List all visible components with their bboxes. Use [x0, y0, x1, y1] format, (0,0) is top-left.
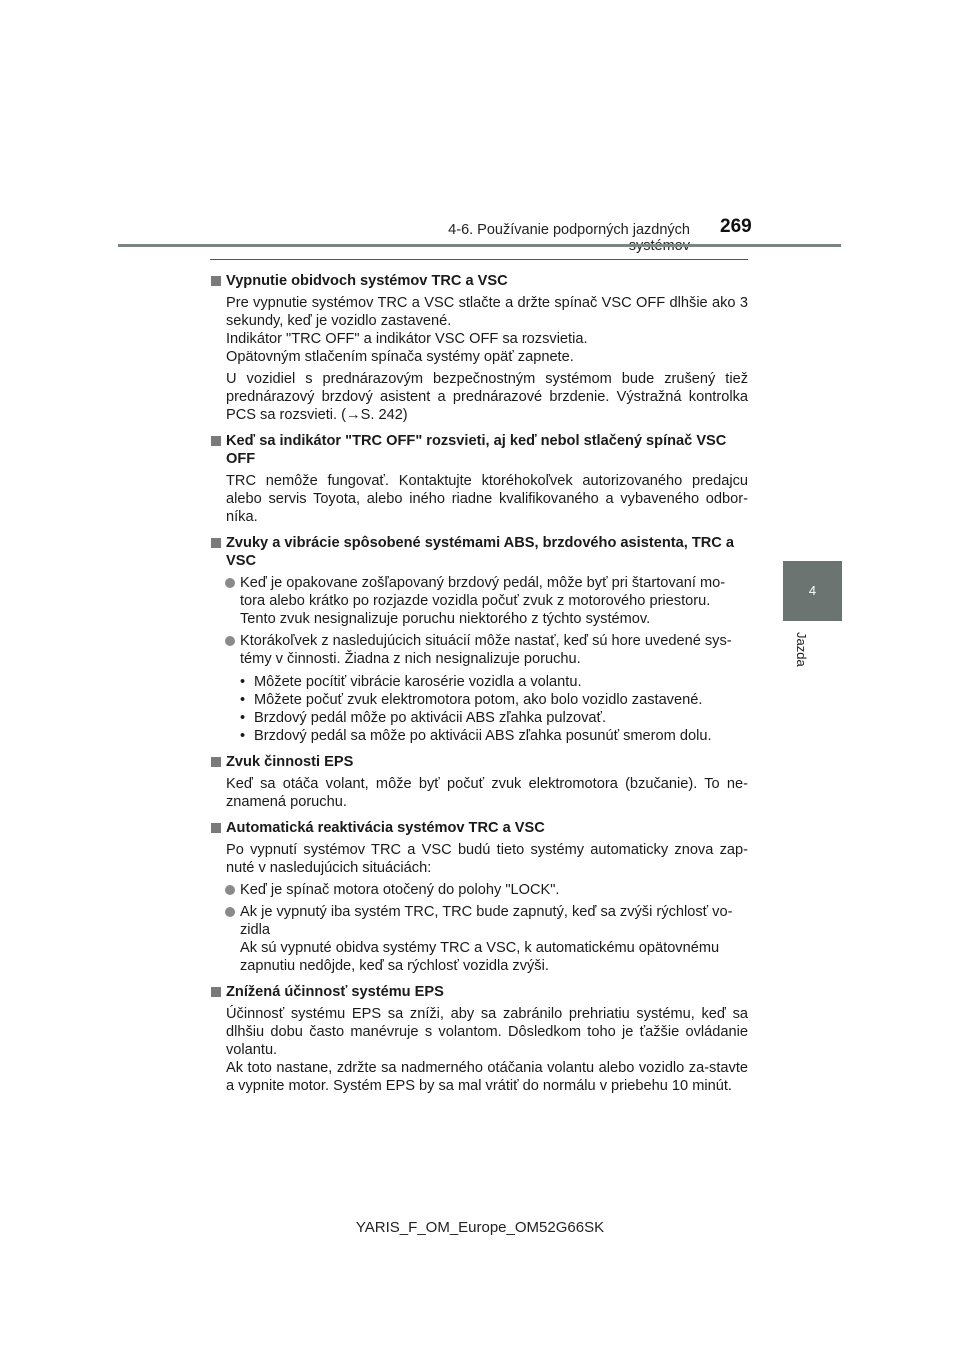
- sub-list-item: • Môžete počuť zvuk elektromotora potom, ako bolo vozidlo zastavené.: [240, 692, 703, 708]
- square-bullet-icon: [211, 823, 221, 833]
- section-heading: Vypnutie obidvoch systémov TRC a VSC: [210, 272, 748, 290]
- square-bullet-icon: [211, 538, 221, 548]
- circle-bullet-icon: [225, 885, 235, 895]
- page-number: 269: [720, 216, 752, 237]
- square-bullet-icon: [211, 436, 221, 446]
- circle-bullet-icon: [225, 907, 235, 917]
- section-heading: Zvuky a vibrácie spôsobené systémami ABS, brzdového asistenta, TRC a VSC: [210, 534, 748, 570]
- list-item: Keď je opakovane zošľapovaný brzdový pedál, môže byť pri štartovaní mo-tora alebo krátko po rozjazde vozidla počuť zvuk z motorového priestoru. Tento zvuk nesignalizuje poruchu niektorého z týchto systémov.: [210, 574, 748, 628]
- square-bullet-icon: [211, 757, 221, 767]
- chapter-label: Jazda: [794, 632, 809, 667]
- section-heading: Znížená účinnosť systému EPS: [210, 983, 748, 1001]
- main-content: [210, 264, 748, 1095]
- list-item: Ak je vypnutý iba systém TRC, TRC bude zapnutý, keď sa zvýši rýchlosť vo-zidla Ak sú vypnuté obidva systémy TRC a VSC, k automatickému opätovnému zapnutiu nedôjde, keď sa rýchlosť vozidla zvýši.: [210, 903, 748, 975]
- chapter-number: 4: [808, 583, 817, 598]
- square-bullet-icon: [211, 276, 221, 286]
- section-heading: Automatická reaktivácia systémov TRC a VSC: [210, 819, 748, 837]
- section-heading: Zvuk činnosti EPS: [210, 753, 748, 771]
- paragraph: Po vypnutí systémov TRC a VSC budú tieto systémy automaticky znova zap-nuté v nasledujúcich situáciách:: [226, 842, 748, 876]
- header-divider: [118, 244, 841, 247]
- circle-bullet-icon: [225, 636, 235, 646]
- document-footer: YARIS_F_OM_Europe_OM52G66SK: [355, 1219, 605, 1236]
- paragraph: TRC nemôže fungovať. Kontaktujte ktoréhokoľvek autorizovaného predajcu alebo servis Toyota, alebo iného riadne kvalifikovaného a vybaveného odbor-níka.: [226, 473, 748, 525]
- list-item: Keď je spínač motora otočený do polohy "LOCK".: [210, 881, 748, 899]
- sub-list-item: • Brzdový pedál môže po aktivácii ABS zľahka pulzovať.: [240, 710, 607, 726]
- paragraph: Keď sa otáča volant, môže byť počuť zvuk elektromotora (bzučanie). To ne-znamená poruchu.: [226, 776, 748, 810]
- paragraph: Pre vypnutie systémov TRC a VSC stlačte a držte spínač VSC OFF dlhšie ako 3 sekundy, keď je vozidlo zastavené. Indikátor "TRC OFF" a indikátor VSC OFF sa rozsvietia. Opätovným stlačením spínača systémy opäť zapnete.: [226, 295, 748, 365]
- section-title: 4-6. Používanie podporných jazdných: [448, 222, 690, 238]
- chapter-tab: [783, 561, 842, 621]
- content-divider: [210, 259, 748, 260]
- paragraph: Účinnosť systému EPS sa zníži, aby sa zabránilo prehriatiu systému, keď sa dlhšiu dobu často manévruje s volantom. Dôsledkom toho je ťažšie ovládanie volantu. Ak toto nastane, zdržte sa nadmerného otáčania volantu alebo vozidlo za-stavte a vypnite motor. Systém EPS by sa mal vrátiť do normálu v priebehu 10 minút.: [226, 1006, 748, 1094]
- list-item: Ktorákoľvek z nasledujúcich situácií môže nastať, keď sú hore uvedené sys-témy v činnosti. Žiadna z nich nesignalizuje poruchu.: [210, 632, 748, 668]
- sub-list-item: • Môžete pocítiť vibrácie karosérie vozidla a volantu.: [240, 674, 582, 690]
- sub-list: [210, 673, 748, 745]
- section-heading: Keď sa indikátor "TRC OFF" rozsvieti, aj keď nebol stlačený spínač VSC OFF: [210, 432, 748, 468]
- sub-list-item: • Brzdový pedál sa môže po aktivácii ABS zľahka posunúť smerom dolu.: [240, 728, 712, 744]
- square-bullet-icon: [211, 987, 221, 997]
- circle-bullet-icon: [225, 578, 235, 588]
- paragraph: U vozidiel s prednárazovým bezpečnostným systémom bude zrušený tiež prednárazový brzdový asistent a prednárazové brzdenie. Výstražná kontrolka PCS sa rozsvieti. (→S. 242): [226, 371, 748, 423]
